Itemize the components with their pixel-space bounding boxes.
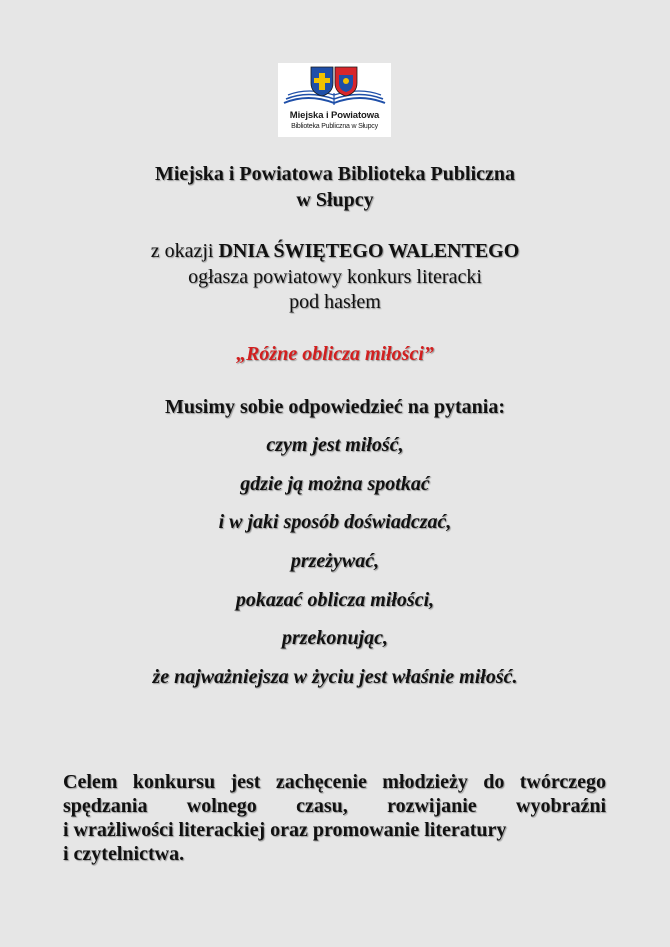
announcement-prefix: z okazji	[150, 240, 219, 262]
question-line: przeżywać,	[290, 550, 380, 572]
question-line: że najważniejsza w życiu jest właśnie miłość.	[152, 666, 518, 688]
announcement-line-2: ogłasza powiatowy konkurs literacki	[188, 266, 482, 288]
header-line-2: w Słupcy	[296, 189, 374, 211]
question-line: pokazać oblicza miłości,	[235, 589, 435, 611]
logo-text-subtitle: Biblioteka Publiczna w Słupcy	[291, 123, 378, 130]
announcement-line-3: pod hasłem	[289, 291, 381, 313]
questions-heading: Musimy sobie odpowiedzieć na pytania:	[164, 396, 506, 418]
announcement-occasion: DNIA ŚWIĘTEGO WALENTEGO	[218, 240, 520, 262]
logo-emblem-icon	[278, 63, 391, 111]
goal-line: i wrażliwości literackiej oraz promowanie literatury	[63, 819, 507, 841]
goal-line: i czytelnictwa.	[63, 843, 185, 865]
question-line: przekonując,	[281, 627, 389, 649]
goal-line: spędzania wolnego czasu, rozwijanie wyobraźni	[63, 795, 606, 817]
question-line: gdzie ją można spotkać	[240, 473, 430, 495]
contest-motto: „Różne oblicza miłości”	[236, 343, 434, 365]
header-line-1: Miejska i Powiatowa Biblioteka Publiczna	[155, 163, 515, 185]
question-line: i w jaki sposób doświadczać,	[218, 511, 452, 533]
announcement-line-1	[0, 239, 670, 263]
question-line: czym jest miłość,	[266, 434, 404, 456]
library-logo	[278, 63, 391, 137]
logo-text-name: Miejska i Powiatowa	[289, 110, 380, 121]
goal-line: Celem konkursu jest zachęcenie młodzieży do twórczego	[63, 771, 606, 793]
contest-goal-paragraph	[63, 770, 606, 866]
